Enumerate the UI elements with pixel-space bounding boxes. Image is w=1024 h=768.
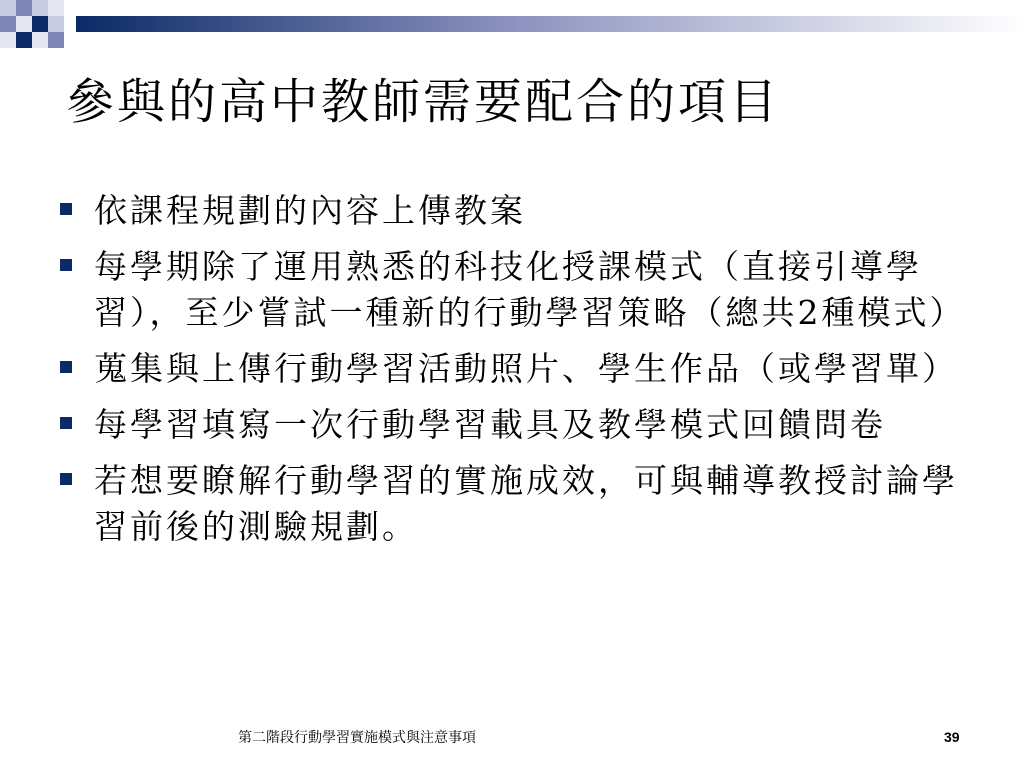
decor-square [48,32,64,48]
bullet-text: 依課程規劃的內容上傳教案 [94,191,526,230]
decor-square [16,16,32,32]
square-bullet-icon [60,259,72,271]
bullet-text: 蒐集與上傳行動學習活動照片、學生作品（或學習單） [94,349,958,388]
decor-square [0,16,16,32]
decor-square [32,0,48,16]
bullet-item [56,346,976,392]
decor-square [16,0,32,16]
page-number: 39 [944,729,960,745]
bullet-text: 若想要瞭解行動學習的實施成效，可與輔導教授討論學習前後的測驗規劃。 [94,461,958,546]
decor-square [48,16,64,32]
decor-square [0,32,16,48]
bullet-text: 每學期除了運用熟悉的科技化授課模式（直接引導學習），至少嘗試一種新的行動學習策略（總共2種模式） [94,247,966,332]
bullet-item [56,458,976,550]
bullet-text: 每學習填寫一次行動學習載具及教學模式回饋問卷 [94,405,886,444]
header-decoration [0,0,1024,50]
slide-title: 參與的高中教師需要配合的項目 [66,74,781,130]
footer-text: 第二階段行動學習實施模式與注意事項 [238,729,476,745]
decor-square [32,32,48,48]
bullet-item [56,188,976,234]
bullet-item [56,402,976,448]
square-bullet-icon [60,417,72,429]
square-bullet-icon [60,361,72,373]
bullet-item [56,244,976,336]
header-gradient-bar [76,16,1024,32]
square-bullet-icon [60,473,72,485]
decor-square [32,16,48,32]
square-bullet-icon [60,203,72,215]
bullet-list [56,188,976,560]
decor-square [0,0,16,16]
slide-footer [0,726,1024,750]
decor-square [16,32,32,48]
decor-square [48,0,64,16]
